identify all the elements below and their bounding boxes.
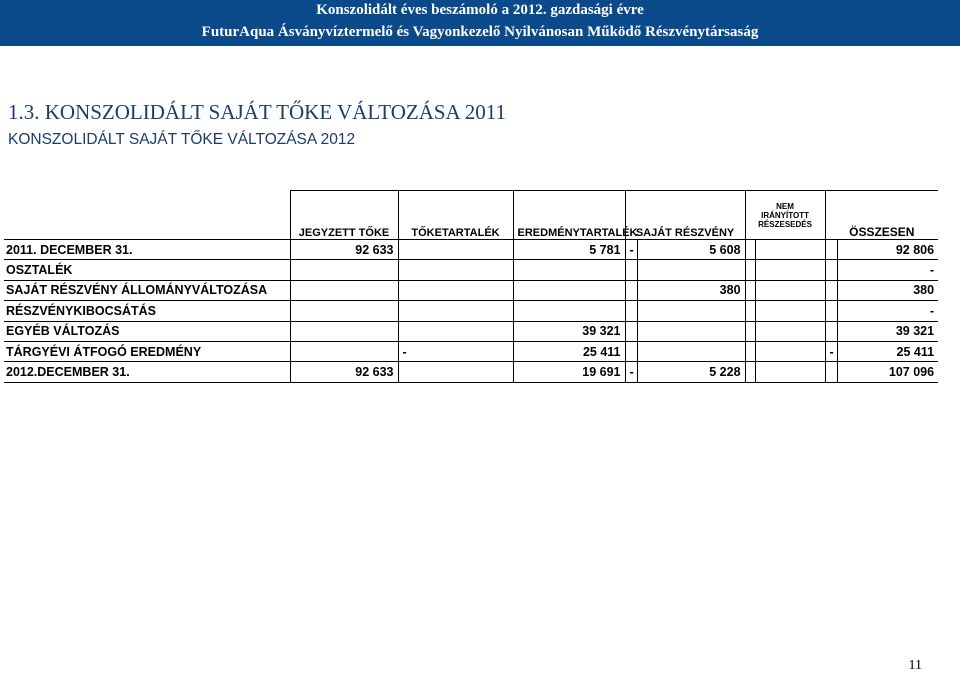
col-header-nem-line2: IRÁNYÍTOTT: [761, 210, 809, 220]
cell-jegyzett-toke: [290, 321, 398, 341]
table-row: [4, 280, 938, 300]
cell-eredmenytartalek: 19 691: [513, 362, 625, 382]
table-row: [4, 260, 938, 280]
cell-nem-sign: [745, 280, 755, 300]
col-header-nem-line1: NEM: [776, 201, 794, 211]
cell-osszesen: 25 411: [837, 341, 938, 361]
page-number: 11: [908, 658, 922, 673]
table-row: [4, 321, 938, 341]
section-title: 1.3. KONSZOLIDÁLT SAJÁT TŐKE VÁLTOZÁSA 2011: [8, 100, 507, 124]
cell-nem-sign: [745, 362, 755, 382]
cell-toketartalek: -: [398, 341, 513, 361]
cell-sajat-reszveny: 5 228: [637, 362, 745, 382]
col-header-nem-iranyitott: [745, 191, 825, 240]
cell-nem-sign: [745, 301, 755, 321]
cell-sajat-sign: -: [625, 240, 637, 260]
cell-sajat-reszveny: [637, 301, 745, 321]
col-header-sajat-reszveny: SAJÁT RÉSZVÉNY: [625, 191, 745, 240]
row-label: TÁRGYÉVI ÁTFOGÓ EREDMÉNY: [4, 341, 290, 361]
cell-jegyzett-toke: [290, 260, 398, 280]
col-header-osszesen: ÖSSZESEN: [825, 191, 938, 240]
cell-eredmenytartalek: [513, 260, 625, 280]
company-name-header: FuturAqua Ásványvíztermelő és Vagyonkezelő Nyilvánosan Működő Részvénytársaság: [0, 20, 960, 46]
table-row: [4, 301, 938, 321]
cell-toketartalek: [398, 301, 513, 321]
col-header-nem-line3: RÉSZESEDÉS: [758, 219, 812, 229]
cell-nem-sign: [745, 321, 755, 341]
report-header-title: Konszolidált éves beszámoló a 2012. gazdasági évre: [0, 0, 960, 22]
cell-jegyzett-toke: 92 633: [290, 240, 398, 260]
row-label: SAJÁT RÉSZVÉNY ÁLLOMÁNYVÁLTOZÁSA: [4, 280, 290, 300]
table-row: [4, 362, 938, 382]
cell-osszesen-sign: [825, 321, 837, 341]
row-label: OSZTALÉK: [4, 260, 290, 280]
cell-toketartalek: [398, 362, 513, 382]
cell-jegyzett-toke: 92 633: [290, 362, 398, 382]
cell-osszesen-sign: [825, 260, 837, 280]
cell-osszesen: 39 321: [837, 321, 938, 341]
cell-sajat-reszveny: [637, 341, 745, 361]
cell-nem-iranyitott: [755, 341, 825, 361]
table-subtitle: KONSZOLIDÁLT SAJÁT TŐKE VÁLTOZÁSA 2012: [8, 131, 356, 148]
cell-toketartalek: [398, 321, 513, 341]
cell-sajat-reszveny: 5 608: [637, 240, 745, 260]
cell-osszesen-sign: [825, 280, 837, 300]
cell-nem-sign: [745, 260, 755, 280]
row-label: RÉSZVÉNYKIBOCSÁTÁS: [4, 301, 290, 321]
header-blank-cell: [4, 191, 290, 240]
cell-jegyzett-toke: [290, 341, 398, 361]
equity-changes-table: [4, 190, 938, 383]
cell-toketartalek: [398, 240, 513, 260]
cell-eredmenytartalek: [513, 301, 625, 321]
cell-eredmenytartalek: [513, 280, 625, 300]
cell-nem-iranyitott: [755, 301, 825, 321]
cell-sajat-reszveny: 380: [637, 280, 745, 300]
cell-eredmenytartalek: 39 321: [513, 321, 625, 341]
cell-nem-sign: [745, 341, 755, 361]
cell-nem-iranyitott: [755, 321, 825, 341]
cell-toketartalek: [398, 280, 513, 300]
cell-osszesen-sign: [825, 240, 837, 260]
cell-nem-iranyitott: [755, 362, 825, 382]
row-label: 2011. DECEMBER 31.: [4, 240, 290, 260]
cell-eredmenytartalek: 25 411: [513, 341, 625, 361]
cell-sajat-sign: [625, 321, 637, 341]
cell-osszesen: -: [837, 301, 938, 321]
cell-nem-iranyitott: [755, 260, 825, 280]
cell-osszesen-sign: -: [825, 341, 837, 361]
cell-sajat-sign: [625, 301, 637, 321]
cell-jegyzett-toke: [290, 301, 398, 321]
cell-sajat-sign: [625, 260, 637, 280]
cell-nem-iranyitott: [755, 240, 825, 260]
cell-sajat-sign: [625, 341, 637, 361]
cell-osszesen-sign: [825, 362, 837, 382]
table-header-row: [4, 191, 938, 240]
col-header-toketartalek: TŐKETARTALÉK: [398, 191, 513, 240]
row-label: EGYÉB VÁLTOZÁS: [4, 321, 290, 341]
col-header-jegyzett-toke: JEGYZETT TŐKE: [290, 191, 398, 240]
cell-sajat-reszveny: [637, 321, 745, 341]
cell-eredmenytartalek: 5 781: [513, 240, 625, 260]
cell-sajat-sign: [625, 280, 637, 300]
cell-toketartalek: [398, 260, 513, 280]
cell-osszesen: -: [837, 260, 938, 280]
col-header-eredmenytartalek: EREDMÉNYTARTALÉK: [513, 191, 625, 240]
cell-osszesen: 92 806: [837, 240, 938, 260]
cell-sajat-sign: -: [625, 362, 637, 382]
row-label: 2012.DECEMBER 31.: [4, 362, 290, 382]
cell-jegyzett-toke: [290, 280, 398, 300]
table-row: [4, 341, 938, 361]
cell-osszesen-sign: [825, 301, 837, 321]
cell-nem-sign: [745, 240, 755, 260]
table-row: [4, 240, 938, 260]
cell-sajat-reszveny: [637, 260, 745, 280]
cell-osszesen: 380: [837, 280, 938, 300]
cell-nem-iranyitott: [755, 280, 825, 300]
cell-osszesen: 107 096: [837, 362, 938, 382]
